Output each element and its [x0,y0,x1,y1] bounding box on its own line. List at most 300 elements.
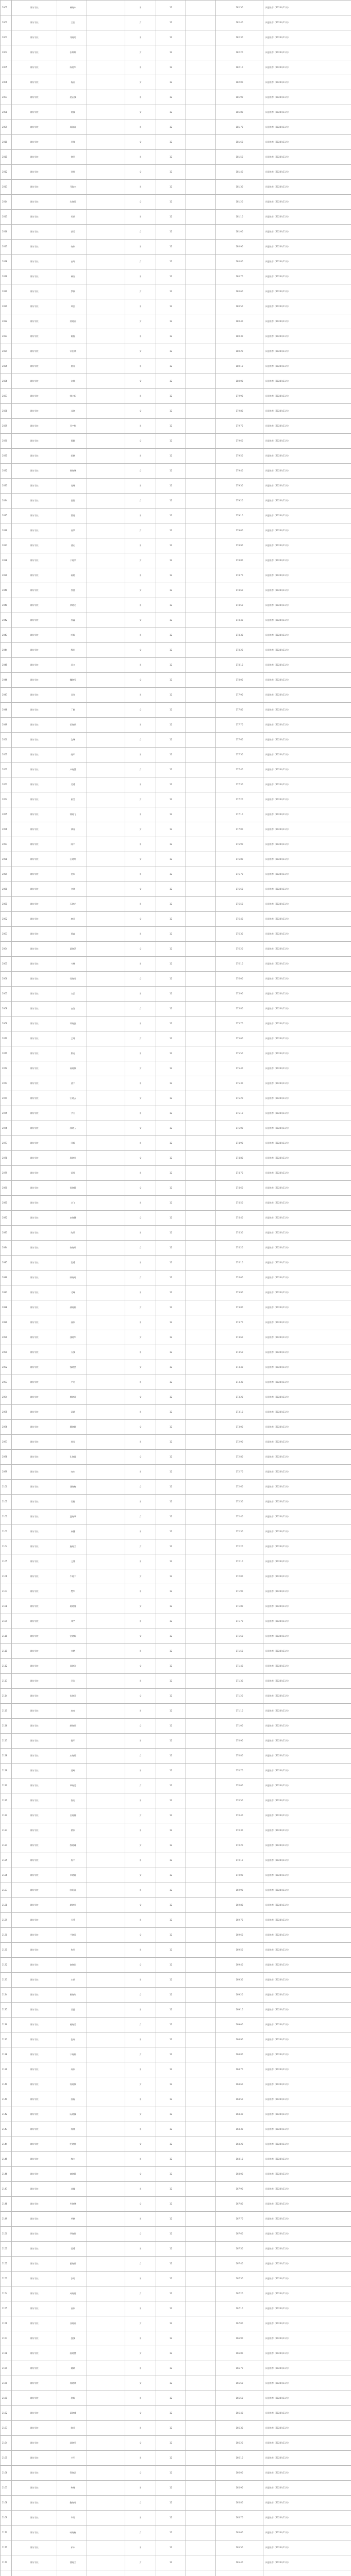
cell-blank [186,2451,216,2466]
cell-gender: 男 [125,479,156,494]
table-row [1,2137,351,2152]
cell-blank [87,1793,125,1808]
cell-remark: 同意推荐（2024年11月） [263,1031,351,1046]
cell-gender: 男 [125,1524,156,1539]
table-row [1,225,351,240]
cell-unit: 潍坊学院 [12,2062,57,2077]
cell-score: 171.90 [216,1584,263,1599]
table-row [1,1808,351,1823]
cell-remark: 同意推荐（2024年11月） [263,45,351,60]
cell-blank [87,1704,125,1719]
cell-gender: 男 [125,1435,156,1450]
cell-gender: 男 [125,1584,156,1599]
table-row [1,1,351,15]
cell-blank [87,673,125,688]
cell-gender: 男 [125,1495,156,1510]
cell-gender: 女 [125,1659,156,1674]
cell-score: 174.60 [216,1181,263,1196]
cell-count: 12 [156,2511,186,2526]
cell-score: 179.90 [216,389,263,404]
cell-remark: 同意推荐（2024年11月） [263,1973,351,1988]
cell-score: 169.60 [216,1928,263,1943]
cell-gender: 男 [125,1913,156,1928]
cell-score: 166.20 [216,2436,263,2451]
table-row [1,404,351,419]
cell-unit: 潍坊学院 [12,1315,57,1330]
cell-blank [87,225,125,240]
cell-blank [186,2107,216,2122]
cell-blank [186,195,216,210]
cell-blank [186,1704,216,1719]
cell-count: 12 [156,1614,186,1629]
cell-blank [87,1181,125,1196]
cell-unit: 潍坊学院 [12,494,57,509]
cell-score: 169.20 [216,1988,263,2003]
table-row [1,1913,351,1928]
cell-count: 12 [156,2316,186,2331]
cell-blank [186,1524,216,1539]
cell-seq: 2109 [1,1614,12,1629]
table-row [1,2331,351,2346]
cell-remark: 同意推荐（2024年11月） [263,613,351,628]
cell-blank [186,718,216,733]
cell-blank [186,852,216,867]
cell-blank [186,2391,216,2406]
cell-gender: 男 [125,1345,156,1360]
cell-count: 12 [156,105,186,120]
cell-remark: 同意推荐（2024年11月） [263,135,351,150]
cell-blank [186,1778,216,1793]
cell-blank [186,374,216,389]
cell-remark: 同意推荐（2024年11月） [263,1106,351,1121]
cell-unit: 潍坊学院 [12,598,57,613]
cell-blank [186,75,216,90]
cell-seq: 2063 [1,927,12,942]
cell-seq: 2099 [1,1465,12,1480]
table-row [1,2436,351,2451]
table-row [1,180,351,195]
cell-unit: 潍坊学院 [12,2555,57,2570]
cell-count: 12 [156,1823,186,1838]
cell-count: 12 [156,1868,186,1883]
cell-unit: 潍坊学院 [12,523,57,538]
cell-remark: 同意推荐（2024年11月） [263,1121,351,1136]
cell-name: 尚伟 [57,2062,87,2077]
cell-gender: 女 [125,404,156,419]
cell-score: 173.30 [216,1375,263,1390]
cell-count: 12 [156,1315,186,1330]
cell-remark: 同意推荐（2024年11月） [263,2406,351,2421]
cell-seq: 2043 [1,628,12,643]
cell-count: 12 [156,2481,186,2496]
cell-blank [186,1360,216,1375]
cell-seq: 2066 [1,972,12,987]
cell-seq: 2038 [1,553,12,568]
cell-remark: 同意推荐（2024年11月） [263,2421,351,2436]
cell-blank [186,912,216,927]
cell-seq: 2088 [1,1300,12,1315]
cell-count: 12 [156,1704,186,1719]
cell-remark: 同意推荐（2024年11月） [263,1495,351,1510]
cell-seq: 2100 [1,1480,12,1495]
cell-gender: 女 [125,494,156,509]
cell-unit: 潍坊学院 [12,1793,57,1808]
cell-count: 12 [156,2466,186,2481]
cell-remark: 同意推荐（2024年11月） [263,2555,351,2570]
cell-score: 178.00 [216,673,263,688]
cell-count: 12 [156,1973,186,1988]
cell-score: 174.30 [216,1226,263,1241]
cell-blank [87,1853,125,1868]
cell-blank [186,2227,216,2242]
cell-blank [87,1510,125,1524]
cell-score [216,2570,263,2576]
cell-seq: 2103 [1,1524,12,1539]
cell-seq: 2011 [1,150,12,165]
cell-seq: 2086 [1,1270,12,1285]
cell-name: 毕晓琳 [57,2197,87,2212]
cell-blank [87,1256,125,1270]
cell-unit: 潍坊学院 [12,359,57,374]
cell-count: 12 [156,299,186,314]
cell-score: 178.70 [216,568,263,583]
table-row [1,150,351,165]
cell-blank [186,1300,216,1315]
table-row [1,553,351,568]
cell-name: 熊亮 [57,1046,87,1061]
cell-gender: 男 [125,2152,156,2167]
cell-blank [87,2376,125,2391]
table-row [1,75,351,90]
cell-score: 166.60 [216,2376,263,2391]
cell-count: 12 [156,1465,186,1480]
cell-count: 12 [156,1808,186,1823]
cell-remark: 同意推荐（2024年11月） [263,2272,351,2286]
cell-remark: 同意推荐（2024年11月） [263,643,351,658]
cell-score: 177.80 [216,703,263,718]
cell-gender: 女 [125,1300,156,1315]
cell-name: 任晓斌 [57,718,87,733]
cell-seq: 2165 [1,2451,12,2466]
cell-score: 182.10 [216,60,263,75]
cell-blank [87,2092,125,2107]
cell-blank [186,1808,216,1823]
cell-name: 童晓莉 [57,2167,87,2182]
cell-name: 祝晓雪 [57,2018,87,2032]
cell-blank [186,1883,216,1898]
cell-score: 170.40 [216,1808,263,1823]
cell-count: 12 [156,2242,186,2257]
table-row [1,2421,351,2436]
cell-seq: 2171 [1,2540,12,2555]
cell-gender: 男 [125,1973,156,1988]
cell-unit: 潍坊学院 [12,2436,57,2451]
cell-blank [186,987,216,1002]
cell-name: 金琪 [57,882,87,897]
cell-seq: 2150 [1,2227,12,2242]
cell-count: 12 [156,2286,186,2301]
cell-blank [87,2257,125,2272]
cell-remark: 同意推荐（2024年11月） [263,703,351,718]
cell-name: 白洁 [57,1002,87,1016]
cell-unit: 潍坊学院 [12,30,57,45]
cell-gender: 女 [125,1270,156,1285]
cell-seq: 2101 [1,1495,12,1510]
cell-gender: 男 [125,1016,156,1031]
cell-unit: 潍坊学院 [12,1285,57,1300]
cell-remark: 同意推荐（2024年11月） [263,1016,351,1031]
cell-score: 174.70 [216,1166,263,1181]
cell-unit [12,2570,57,2576]
cell-unit: 潍坊学院 [12,1435,57,1450]
cell-blank [186,613,216,628]
cell-gender: 男 [125,1704,156,1719]
cell-blank [186,777,216,792]
cell-blank [186,2092,216,2107]
cell-blank [87,792,125,807]
cell-count: 12 [156,2361,186,2376]
cell-seq: 2057 [1,837,12,852]
cell-blank [87,1270,125,1285]
cell-name: 翟伟 [57,1823,87,1838]
cell-count: 12 [156,583,186,598]
cell-gender: 女 [125,822,156,837]
cell-unit: 潍坊学院 [12,2346,57,2361]
cell-score: 165.80 [216,2496,263,2511]
cell-count: 12 [156,1629,186,1644]
cell-seq: 2036 [1,523,12,538]
cell-gender: 女 [125,553,156,568]
cell-blank [87,135,125,150]
cell-gender: 女 [125,1091,156,1106]
cell-unit: 潍坊学院 [12,703,57,718]
cell-score: 182.20 [216,45,263,60]
cell-count: 12 [156,2391,186,2406]
cell-remark: 同意推荐（2024年11月） [263,2451,351,2466]
cell-seq: 2031 [1,449,12,464]
cell-remark: 同意推荐（2024年11月） [263,2107,351,2122]
cell-score: 180.60 [216,284,263,299]
cell-unit: 潍坊学院 [12,255,57,269]
cell-blank [186,2511,216,2526]
cell-gender: 女 [125,2167,156,2182]
cell-seq: 2137 [1,2032,12,2047]
cell-remark: 同意推荐（2024年11月） [263,852,351,867]
cell-score: 180.40 [216,314,263,329]
cell-score: 174.10 [216,1256,263,1270]
cell-blank [87,1450,125,1465]
cell-name: 于晓菲 [57,553,87,568]
cell-score: 171.10 [216,1704,263,1719]
cell-remark: 同意推荐（2024年11月） [263,419,351,434]
cell-unit: 潍坊学院 [12,2257,57,2272]
cell-count: 12 [156,2167,186,2182]
cell-blank [186,1973,216,1988]
cell-seq: 2129 [1,1913,12,1928]
cell-blank [87,1420,125,1435]
cell-gender: 男 [125,120,156,135]
cell-unit: 潍坊学院 [12,2272,57,2286]
table-row [1,673,351,688]
cell-blank [186,1644,216,1659]
table-row [1,1256,351,1270]
table-row [1,2122,351,2137]
table-row [1,2540,351,2555]
cell-blank [87,1868,125,1883]
cell-blank [186,957,216,972]
cell-blank [186,1898,216,1913]
cell-score: 174.20 [216,1241,263,1256]
cell-seq: 2052 [1,762,12,777]
cell-name: 沈琳 [57,733,87,748]
cell-count: 12 [156,284,186,299]
cell-blank [186,2062,216,2077]
cell-name: 温晓琴 [57,1510,87,1524]
cell-count: 12 [156,15,186,30]
cell-score: 168.80 [216,2047,263,2062]
cell-blank [87,1151,125,1166]
cell-seq: 2136 [1,2018,12,2032]
cell-blank [87,1315,125,1330]
cell-gender: 男 [125,1405,156,1420]
cell-blank [186,2286,216,2301]
table-row [1,90,351,105]
cell-remark: 同意推荐（2024年11月） [263,837,351,852]
table-row [1,912,351,927]
cell-remark: 同意推荐（2024年11月） [263,1719,351,1734]
cell-unit: 潍坊学院 [12,2286,57,2301]
cell-name: 段晓丹 [57,1151,87,1166]
cell-unit: 潍坊学院 [12,2032,57,2047]
cell-gender: 女 [125,972,156,987]
cell-remark: 同意推荐（2024年11月） [263,240,351,255]
cell-remark: 同意推荐（2024年11月） [263,210,351,225]
cell-score: 179.10 [216,509,263,523]
cell-blank [186,329,216,344]
cell-gender: 男 [125,150,156,165]
cell-gender: 女 [125,1539,156,1554]
cell-remark: 同意推荐（2024年11月） [263,2167,351,2182]
table-row [1,1076,351,1091]
cell-blank [186,2540,216,2555]
cell-blank [186,1151,216,1166]
cell-blank [87,688,125,703]
table-row [1,1943,351,1958]
cell-gender: 男 [125,1554,156,1569]
table-row [1,1345,351,1360]
table-row [1,1270,351,1285]
cell-remark: 同意推荐（2024年11月） [263,942,351,957]
cell-remark: 同意推荐（2024年11月） [263,1734,351,1749]
cell-remark: 同意推荐（2024年11月） [263,1958,351,1973]
cell-name: 涂明 [57,2272,87,2286]
cell-unit: 潍坊学院 [12,150,57,165]
cell-score: 177.50 [216,748,263,762]
table-row [1,1450,351,1465]
cell-score: 178.50 [216,598,263,613]
cell-seq: 2121 [1,1793,12,1808]
cell-name: 谷晓燕 [57,2316,87,2331]
table-row [1,1285,351,1300]
cell-remark: 同意推荐（2024年11月） [263,553,351,568]
cell-gender: 女 [125,434,156,449]
table-row [1,2570,351,2576]
cell-blank [186,1106,216,1121]
cell-blank [186,1480,216,1495]
cell-count: 12 [156,2047,186,2062]
cell-name: 鲁达 [57,1793,87,1808]
cell-blank [87,479,125,494]
cell-unit: 潍坊学院 [12,1554,57,1569]
cell-unit: 潍坊学院 [12,1868,57,1883]
cell-blank [87,75,125,90]
cell-score: 175.80 [216,1002,263,1016]
cell-blank [186,553,216,568]
cell-score: 171.70 [216,1614,263,1629]
cell-gender: 女 [125,2107,156,2122]
cell-count: 12 [156,434,186,449]
cell-count: 12 [156,837,186,852]
cell-count: 12 [156,1674,186,1689]
cell-score: 171.60 [216,1629,263,1644]
cell-remark: 同意推荐（2024年11月） [263,1659,351,1674]
cell-gender: 男 [125,957,156,972]
cell-unit: 潍坊学院 [12,389,57,404]
cell-blank [87,1330,125,1345]
cell-remark: 同意推荐（2024年11月） [263,314,351,329]
cell-unit: 潍坊学院 [12,762,57,777]
cell-name [57,2570,87,2576]
cell-unit: 潍坊学院 [12,1853,57,1868]
cell-seq: 2117 [1,1734,12,1749]
cell-blank [87,762,125,777]
cell-name: 彭鹏 [57,449,87,464]
cell-blank [186,284,216,299]
table-row [1,2301,351,2316]
cell-blank [87,1883,125,1898]
cell-seq: 2021 [1,299,12,314]
cell-seq: 2157 [1,2331,12,2346]
cell-name: 邓宇航 [57,419,87,434]
cell-unit: 潍坊学院 [12,374,57,389]
cell-seq: 2120 [1,1778,12,1793]
cell-blank [87,2511,125,2526]
cell-score: 179.00 [216,523,263,538]
cell-gender: 男 [125,509,156,523]
cell-unit: 潍坊学院 [12,1569,57,1584]
cell-gender: 男 [125,1136,156,1151]
cell-unit: 潍坊学院 [12,538,57,553]
cell-remark: 同意推荐（2024年11月） [263,1211,351,1226]
table-row [1,1898,351,1913]
cell-blank [87,837,125,852]
cell-name: 康健 [57,1524,87,1539]
cell-score: 166.40 [216,2406,263,2421]
cell-seq: 2107 [1,1584,12,1599]
cell-score: 180.00 [216,374,263,389]
cell-count: 12 [156,1554,186,1569]
cell-remark: 同意推荐（2024年11月） [263,1256,351,1270]
table-row [1,1181,351,1196]
cell-gender: 女 [125,1360,156,1375]
cell-seq: 2085 [1,1256,12,1270]
cell-name: 乔治 [57,1674,87,1689]
cell-gender: 女 [125,1689,156,1704]
cell-score: 173.50 [216,1345,263,1360]
cell-blank [87,1659,125,1674]
cell-remark: 同意推荐（2024年11月） [263,598,351,613]
cell-remark: 同意推荐（2024年11月） [263,1764,351,1778]
